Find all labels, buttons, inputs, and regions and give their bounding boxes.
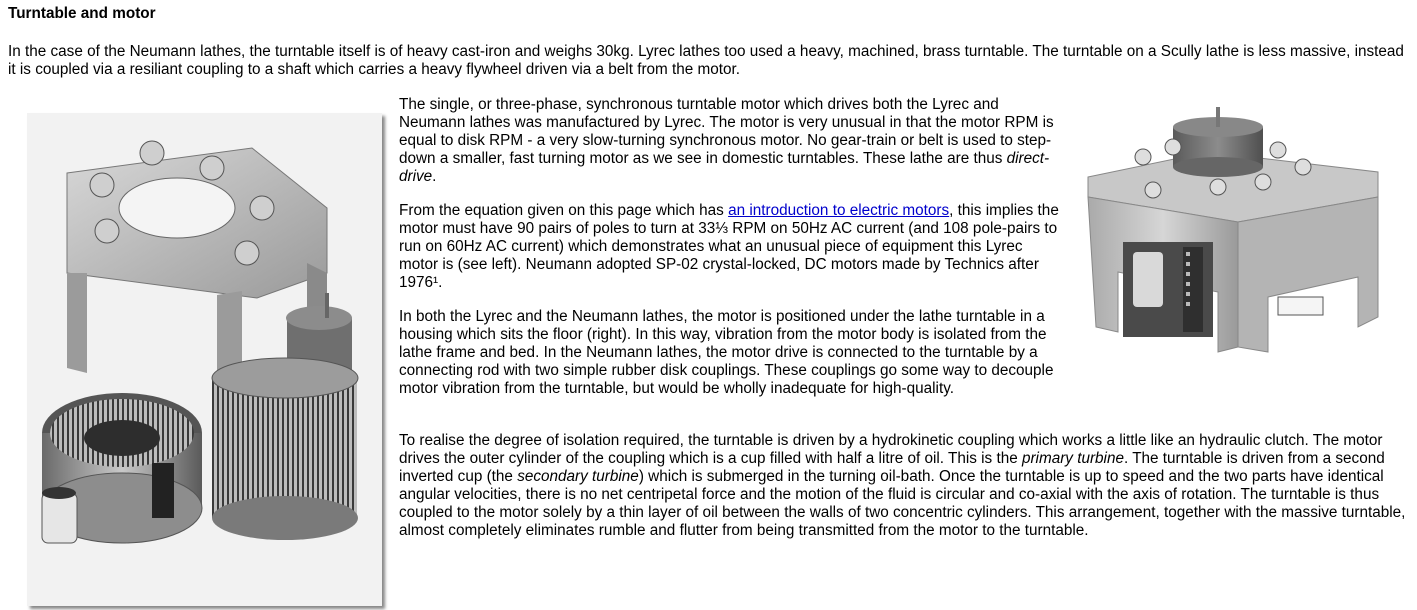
motor-parts-photo	[27, 113, 382, 606]
electric-motors-link[interactable]: an introduction to electric motors	[728, 202, 950, 219]
paragraph-poles-before: From the equation given on this page which has	[399, 202, 729, 219]
paragraph-coupling	[399, 432, 1413, 540]
intro-paragraph: In the case of the Neumann lathes, the turntable itself is of heavy cast-iron and weighs 30kg. Lyrec lathes too used a heavy, machined, brass turntable. The turntable on a Scully lathe is less massive, instead it is coupled via a resiliant coupling to a shaft which carries a heavy flywheel driven via a belt from the motor.	[8, 43, 1404, 78]
paragraph-motor-text: The single, or three-phase, synchronous turntable motor which drives both the Lyrec and Neumann lathes was manufactured by Lyrec. The motor is very unusual in that the motor RPM is equal to disk RPM - a very slow-turning synchronous motor. No gear-train or belt is used to step-down a smaller, fast turning motor as we see in domestic turntables. These lathe are thus	[399, 96, 1054, 167]
primary-turbine-emphasis: primary turbine	[1021, 450, 1124, 467]
paragraph-coupling-b: . The turntable is driven from a second inverted cup (the	[399, 450, 1385, 485]
paragraph-poles-after: , this implies the motor must have 90 pairs of poles to turn at 33⅓ RPM on 50Hz AC current (and 108 pole-pairs to run on 60Hz AC current) which demonstrates what an unusual piece of equipment this Lyrec motor is (see left). Neumann adopted SP-02 crystal-locked, DC motors made by Technics after 1976¹.	[399, 202, 1059, 291]
paragraph-motor	[399, 96, 1059, 186]
secondary-turbine-emphasis: secondary turbine	[517, 468, 639, 485]
paragraph-poles	[399, 202, 1059, 292]
paragraph-motor-end: .	[432, 168, 437, 185]
text-column	[399, 96, 1059, 414]
paragraph-coupling-a: To realise the degree of isolation required, the turntable is driven by a hydrokinetic coupling which works a little like an hydraulic clutch. The motor drives the outer cylinder of the coupling which is a cup filled with half a litre of oil. This is the	[399, 432, 1383, 467]
paragraph-housing: In both the Lyrec and the Neumann lathes, the motor is positioned under the lathe turntable in a housing which sits the floor (right). In this way, vibration from the motor body is isolated from the lathe frame and bed. In the Neumann lathes, the motor drive is connected to the turntable by a connecting rod with two simple rubber disk couplings. These couplings go some way to decouple motor vibration from the turntable, but would be wholly inadequate for high-quality.	[399, 308, 1054, 397]
direct-drive-emphasis: direct-drive	[399, 150, 1050, 185]
page-title: Turntable and motor	[8, 5, 156, 22]
motor-housing-photo	[1078, 102, 1398, 374]
paragraph-coupling-c: ) which is submerged in the turning oil-bath. Once the turntable is up to speed and the two parts have identical angular velocities, there is no net centripetal force and the motion of the fluid is circular and co-axial with the axis of rotation. The turntable is thus coupled to the motor solely by a thin layer of oil between the walls of two concentric cylinders. This arrangement, together with the massive turntable, almost completely eliminates rumble and flutter from being transmitted from the motor to the turntable.	[399, 468, 1406, 539]
